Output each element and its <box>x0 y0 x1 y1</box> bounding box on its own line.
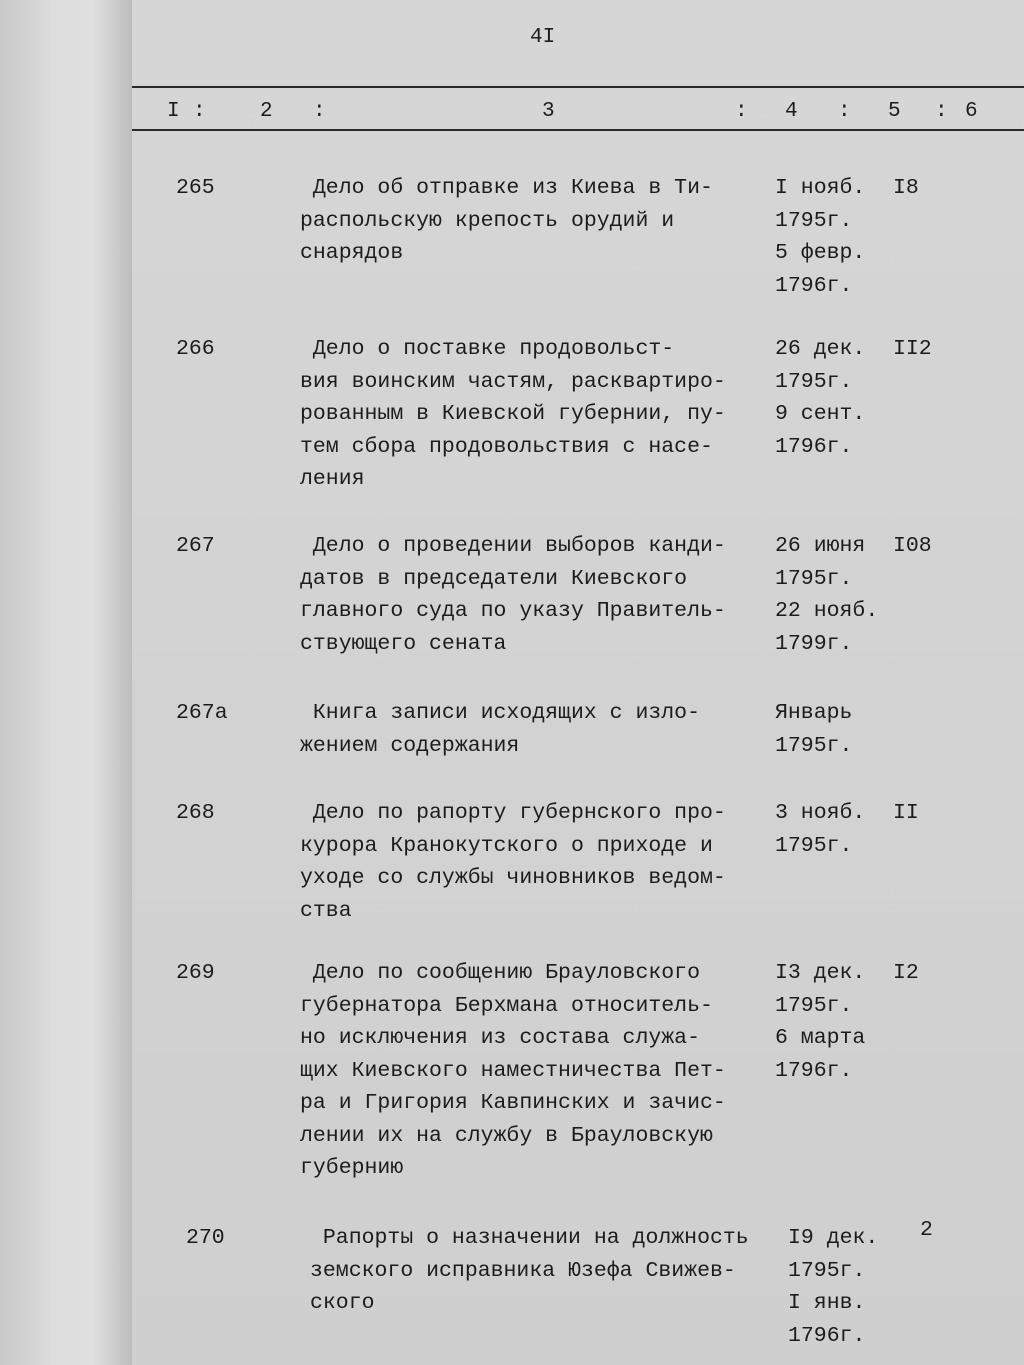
entry-sheets: II <box>893 801 919 825</box>
entry-sheets: II2 <box>893 337 932 361</box>
entry-dates: I9 дек. 1795г. I янв. 1796г. <box>788 1226 879 1348</box>
col-1-label: I <box>167 100 180 123</box>
col-4-label: 4 <box>785 100 798 123</box>
separator: : <box>313 100 326 123</box>
col-3-label: 3 <box>542 100 555 123</box>
entry-dates: I нояб. 1795г. 5 февр. 1796г. <box>775 176 866 298</box>
col-5-label: 5 <box>888 100 901 123</box>
entry-description: Книга записи исходящих с изло- жением содержания <box>300 701 700 758</box>
entry-dates: 26 июня 1795г. 22 нояб. 1799г. <box>775 534 879 656</box>
separator: : <box>193 100 206 123</box>
entry-number: 267 <box>176 534 215 558</box>
entry-dates: Январь 1795г. <box>775 701 853 758</box>
entry-dates: 3 нояб. 1795г. <box>775 801 866 858</box>
entry-number: 268 <box>176 801 215 825</box>
col-2-label: 2 <box>260 100 273 123</box>
header-rule-bottom <box>132 129 1024 131</box>
entry-description: Дело по рапорту губернского про- курора Кранокутского о приходе и уходе со службы чиновников ведом- ства <box>300 801 726 923</box>
col-6-label: 6 <box>965 100 978 123</box>
separator: : <box>935 100 948 123</box>
entry-dates: 26 дек. 1795г. 9 сент. 1796г. <box>775 337 866 459</box>
entry-description: Дело об отправке из Киева в Ти- распольскую крепость орудий и снарядов <box>300 176 713 265</box>
entry-number: 270 <box>186 1226 225 1250</box>
entry-number: 266 <box>176 337 215 361</box>
entry-number: 269 <box>176 961 215 985</box>
separator: : <box>735 100 748 123</box>
entry-description: Рапорты о назначении на должность земского исправника Юзефа Свижев- ского <box>310 1226 749 1315</box>
header-rule-top <box>132 86 1024 88</box>
entry-sheets: I2 <box>893 961 919 985</box>
entry-description: Дело о проведении выборов канди- датов в председатели Киевского главного суда по указу Правитель- ствующего сената <box>300 534 726 656</box>
book-spine <box>0 0 132 1365</box>
entry-sheets: 2 <box>920 1218 933 1242</box>
entry-number: 267а <box>176 701 228 725</box>
entry-sheets: I08 <box>893 534 932 558</box>
separator: : <box>838 100 851 123</box>
entry-description: Дело по сообщению Брауловского губернатора Берхмана относитель- но исключения из состава служа- щих Киевского наместничества Пет- ра и Григория Кавпинских и зачис- лении их на службу в Брауловскую губернию <box>300 961 726 1180</box>
entry-number: 265 <box>176 176 215 200</box>
entry-sheets: I8 <box>893 176 919 200</box>
entry-dates: I3 дек. 1795г. 6 марта 1796г. <box>775 961 866 1083</box>
page-number: 4I <box>530 26 556 49</box>
entry-description: Дело о поставке продовольст- вия воинским частям, расквартиро- рованным в Киевской губернии, пу- тем сбора продовольствия с насе- ления <box>300 337 726 491</box>
